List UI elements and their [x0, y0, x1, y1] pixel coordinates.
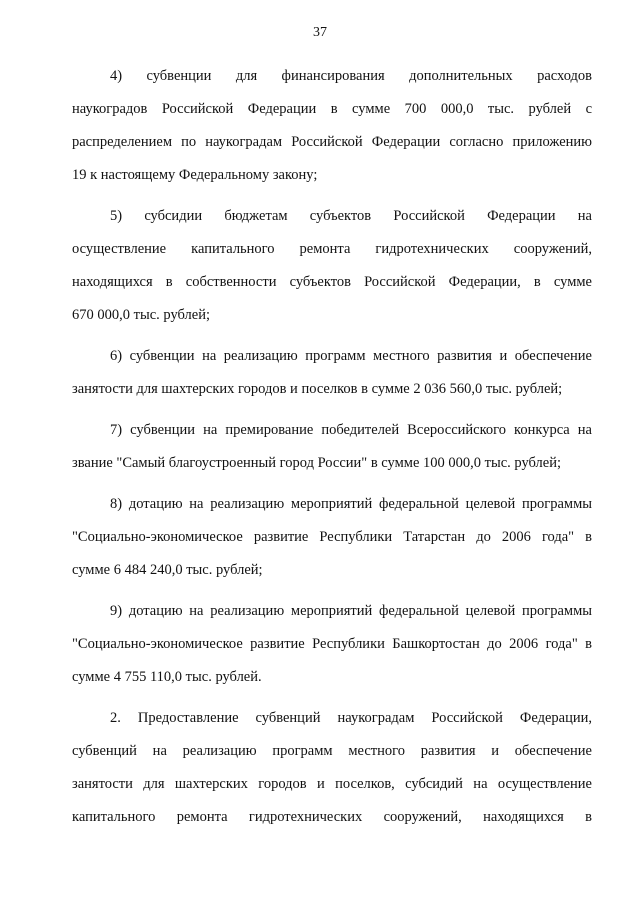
text-line: сумме 4 755 110,0 тыс. рублей. — [72, 669, 262, 685]
text-line: субвенций на реализацию программ местного развития и обеспечение — [72, 743, 592, 759]
text-line: "Социально-экономическое развитие Республики Башкортостан до 2006 года" в — [72, 636, 592, 652]
text-line: звание "Самый благоустроенный город России" в сумме 100 000,0 тыс. рублей; — [72, 455, 561, 471]
text-line: 7) субвенции на премирование победителей Всероссийского конкурса на — [110, 422, 592, 438]
text-line: 6) субвенции на реализацию программ местного развития и обеспечение — [110, 348, 592, 364]
text-line: 19 к настоящему Федеральному закону; — [72, 167, 318, 183]
paragraph-item-5 — [72, 200, 592, 332]
text-line: капитального ремонта гидротехнических сооружений, находящихся в — [72, 809, 592, 825]
paragraph-item-6 — [72, 340, 592, 406]
page-number: 37 — [313, 25, 327, 40]
text-line: "Социально-экономическое развитие Республики Татарстан до 2006 года" в — [72, 529, 592, 545]
document-body — [72, 60, 592, 842]
text-line: занятости для шахтерских городов и поселков в сумме 2 036 560,0 тыс. рублей; — [72, 381, 563, 397]
text-line: 8) дотацию на реализацию мероприятий федеральной целевой программы — [110, 496, 592, 512]
paragraph-item-4 — [72, 60, 592, 192]
text-line: занятости для шахтерских городов и поселков, субсидий на осуществление — [72, 776, 592, 792]
text-line: 9) дотацию на реализацию мероприятий федеральной целевой программы — [110, 603, 592, 619]
text-line: 2. Предоставление субвенций наукоградам Российской Федерации, — [110, 710, 592, 726]
text-line: наукоградов Российской Федерации в сумме 700 000,0 тыс. рублей с — [72, 101, 592, 117]
paragraph-item-8 — [72, 488, 592, 587]
text-line: находящихся в собственности субъектов Российской Федерации, в сумме — [72, 274, 592, 290]
text-line: сумме 6 484 240,0 тыс. рублей; — [72, 562, 263, 578]
paragraph-item-9 — [72, 595, 592, 694]
paragraph-item-7 — [72, 414, 592, 480]
text-line: 670 000,0 тыс. рублей; — [72, 307, 210, 323]
text-line: 5) субсидии бюджетам субъектов Российской Федерации на — [110, 208, 592, 224]
text-line: осуществление капитального ремонта гидротехнических сооружений, — [72, 241, 592, 257]
text-line: распределением по наукоградам Российской Федерации согласно приложению — [72, 134, 592, 150]
paragraph-section-2 — [72, 702, 592, 834]
text-line: 4) субвенции для финансирования дополнительных расходов — [110, 68, 592, 84]
